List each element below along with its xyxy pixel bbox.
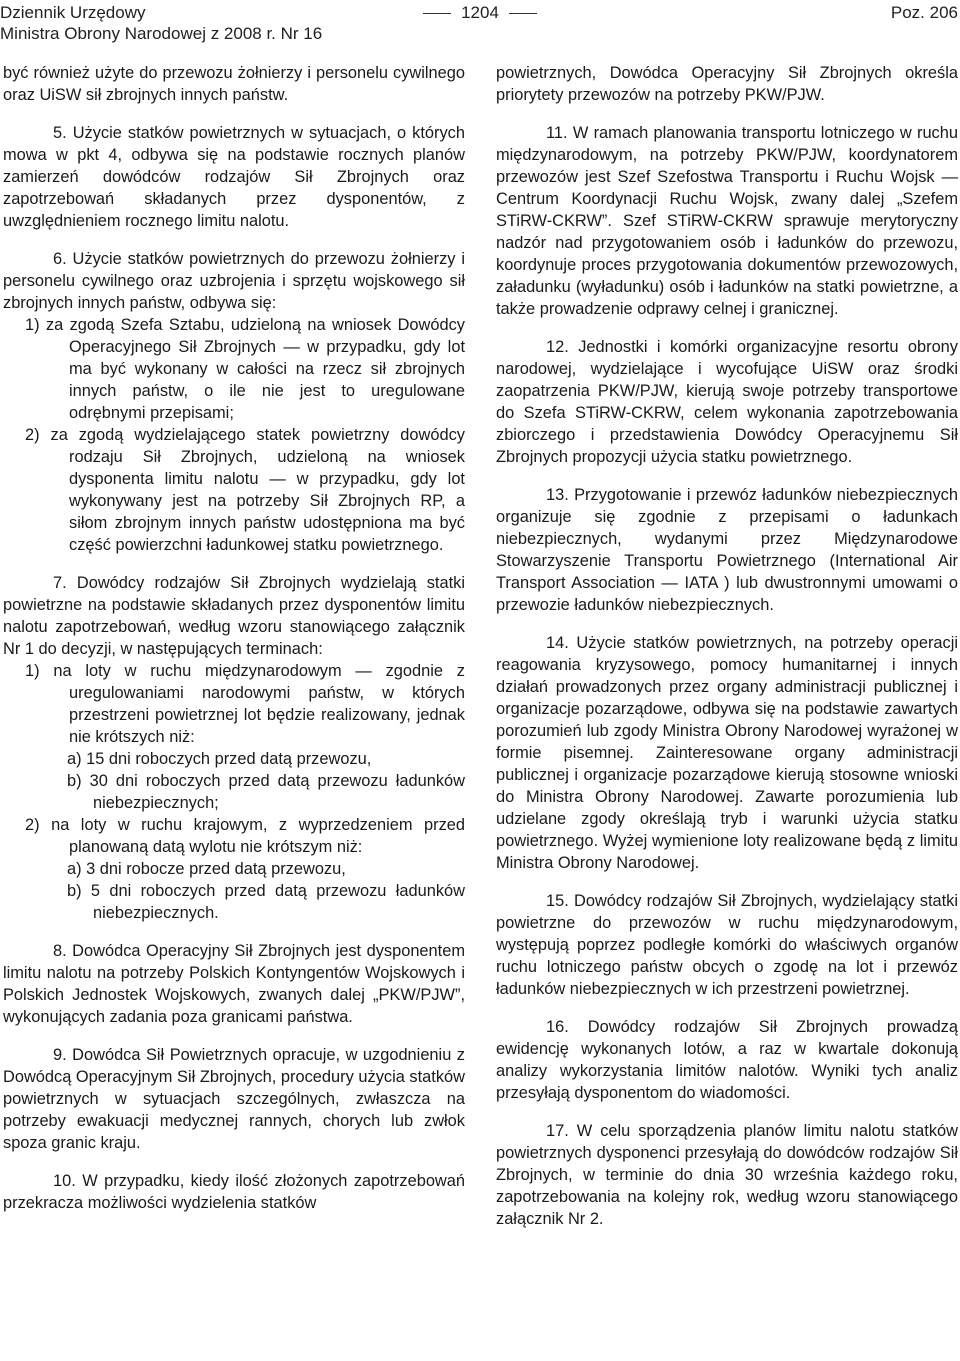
- page-number-dash-right: [509, 13, 537, 14]
- paragraph-intro: być również użyte do przewozu żołnierzy i personelu cywilnego oraz UiSW sił zbrojnych innych państw.: [3, 64, 465, 104]
- journal-title: Dziennik Urzędowy: [0, 3, 146, 22]
- paragraph-7-item-2b: b) 5 dni roboczych przed datą przewozu ładunków niebezpiecznych.: [67, 882, 465, 922]
- paragraph-10-continued: powietrznych, Dowódca Operacyjny Sił Zbrojnych określa priorytety przewozów na potrzeby PKW/PJW.: [496, 64, 958, 104]
- paragraph-6: 6. Użycie statków powietrznych do przewozu żołnierzy i personelu cywilnego oraz uzbrojenia i sprzętu wojskowego sił zbrojnych innych państw, odbywa się:: [3, 250, 465, 312]
- paragraph-7-item-2a: a) 3 dni robocze przed datą przewozu,: [67, 860, 346, 878]
- paragraph-7-item-1a: a) 15 dni roboczych przed datą przewozu,: [67, 750, 372, 768]
- paragraph-8: 8. Dowódca Operacyjny Sił Zbrojnych jest dysponentem limitu nalotu na potrzeby Polskich Kontyngentów Wojskowych i Polskich Jednostek Wojskowych, zwanych dalej „PKW/PJW”, wykonujących zadania poza granicami państwa.: [3, 942, 465, 1026]
- page-number: 1204: [461, 3, 499, 22]
- paragraph-16: 16. Dowódcy rodzajów Sił Zbrojnych prowadzą ewidencję wykonanych lotów, a raz w kwartale dokonują analizy wykorzystania limitów nalotów. Wyniki tych analiz przesyłają dysponentom do wiadomości.: [496, 1018, 958, 1102]
- position-label: Poz. 206: [890, 3, 958, 22]
- paragraph-6-item-1: 1) za zgodą Szefa Sztabu, udzieloną na wniosek Dowódcy Operacyjnego Sił Zbrojnych — w przypadku, gdy lot ma być wykonany w całości na rzecz sił zbrojnych innych państw, o ile nie jest to uregulowane odrębnymi przepisami;: [25, 316, 465, 422]
- paragraph-6-item-2: 2) za zgodą wydzielającego statek powietrzny dowódcy rodzaju Sił Zbrojnych, udzieloną na wniosek dysponenta limitu nalotu — w przypadku, gdy lot wykonywany jest na potrzeby Sił Zbrojnych RP, a siłom zbrojnym innych państw udostępniona ma być część powierzchni ładunkowej statku powietrznego.: [25, 426, 465, 554]
- paragraph-10: 10. W przypadku, kiedy ilość złożonych zapotrzebowań przekracza możliwości wydzielenia statków: [3, 1172, 465, 1212]
- right-column: [496, 62, 958, 1246]
- page-number-dash-left: [423, 13, 451, 14]
- paragraph-15: 15. Dowódcy rodzajów Sił Zbrojnych, wydzielający statki powietrzne do przewozów w ruchu międzynarodowym, występują poprzez podległe komórki do właściwych organów ruchu lotniczego państw obcych o zgodę na lot i przewóz ładunków niebezpiecznych w ich przestrzeni powietrznej.: [496, 892, 958, 998]
- paragraph-7: 7. Dowódcy rodzajów Sił Zbrojnych wydzielają statki powietrzne na podstawie składanych przez dysponentów limitu nalotu zapotrzebowań, według wzoru stanowiącego załącznik Nr 1 do decyzji, w następujących terminach:: [3, 574, 465, 658]
- paragraph-13: 13. Przygotowanie i przewóz ładunków niebezpiecznych organizuje się zgodnie z przepisami o ładunkach niebezpiecznych, wydanymi przez Międzynarodowe Stowarzyszenie Transportu Powietrznego (International Air Transport Association — IATA ) lub dwustronnymi umowami o przewozie ładunków niebezpiecznych.: [496, 486, 958, 614]
- ministry-year-issue: Ministra Obrony Narodowej z 2008 r. Nr 16: [0, 24, 323, 43]
- left-column: [3, 62, 465, 1230]
- paragraph-7-item-2: 2) na loty w ruchu krajowym, z wyprzedzeniem przed planowaną datą wylotu nie krótszym niż:: [25, 816, 465, 856]
- paragraph-12: 12. Jednostki i komórki organizacyjne resortu obrony narodowej, wydzielające i wycofujące UiSW oraz środki zaopatrzenia PKW/PJW, kierują swoje potrzeby transportowe do Szefa STiRW-CKRW, celem wykonania zapotrzebowania zbiorczego i przedstawienia Dowódcy Operacyjnemu Sił Zbrojnych propozycji użycia statku powietrznego.: [496, 338, 958, 466]
- paragraph-5: 5. Użycie statków powietrznych w sytuacjach, o których mowa w pkt 4, odbywa się na podstawie rocznych planów zamierzeń dowódców rodzajów Sił Zbrojnych oraz zapotrzebowań składanych przez dysponentów, z uwzględnieniem rocznego limitu nalotu.: [3, 124, 465, 230]
- paragraph-7-item-1b: b) 30 dni roboczych przed datą przewozu ładunków niebezpiecznych;: [67, 772, 465, 812]
- paragraph-17: 17. W celu sporządzenia planów limitu nalotu statków powietrznych dysponenci przesyłają do dowódców rodzajów Sił Zbrojnych, w terminie do dnia 30 września każdego roku, zapotrzebowania na kolejny rok, według wzoru stanowiącego załącznik Nr 2.: [496, 1122, 958, 1228]
- paragraph-9: 9. Dowódca Sił Powietrznych opracuje, w uzgodnieniu z Dowódcą Operacyjnym Sił Zbrojnych, procedury użycia statków powietrznych w sytuacjach szczególnych, zwłaszcza na potrzeby ewakuacji medycznej rannych, chorych lub zwłok spoza granic kraju.: [3, 1046, 465, 1152]
- paragraph-14: 14. Użycie statków powietrznych, na potrzeby operacji reagowania kryzysowego, pomocy humanitarnej i innych działań prowadzonych przez organy administracji publicznej i organizacje pozarządowe, odbywa się na podstawie zawartych porozumień lub zgody Ministra Obrony Narodowej wyrażonej w formie pisemnej. Zainteresowane organy administracji publicznej i organizacje pozarządowe kierują stosowne wnioski do Ministra Obrony Narodowej. Zawarte porozumienia lub udzielane zgody określają tryb i warunki użycia statku powietrznego. Wyżej wymienione loty realizowane będą z limitu Ministra Obrony Narodowej.: [496, 634, 958, 872]
- paragraph-7-item-1: 1) na loty w ruchu międzynarodowym — zgodnie z uregulowaniami narodowymi państw, w których przestrzeni powietrznej lot będzie realizowany, jednak nie krótszych niż:: [25, 662, 465, 746]
- page-number-block: [0, 2, 960, 23]
- page-header: [0, 0, 960, 46]
- paragraph-11: 11. W ramach planowania transportu lotniczego w ruchu międzynarodowym, na potrzeby PKW/PJW, koordynatorem przewozów jest Szef Szefostwa Transportu i Ruchu Wojsk — Centrum Koordynacji Ruchu Wojsk, zwany dalej „Szefem STiRW-CKRW”. Szef STiRW-CKRW sprawuje merytoryczny nadzór nad przygotowaniem osób i ładunków do przewozu, koordynuje proces przygotowania dokumentów przewozowych, załadunku (wyładunku) osób i ładunków na statki powietrzne, a także prowadzenie odprawy celnej i granicznej.: [496, 124, 958, 318]
